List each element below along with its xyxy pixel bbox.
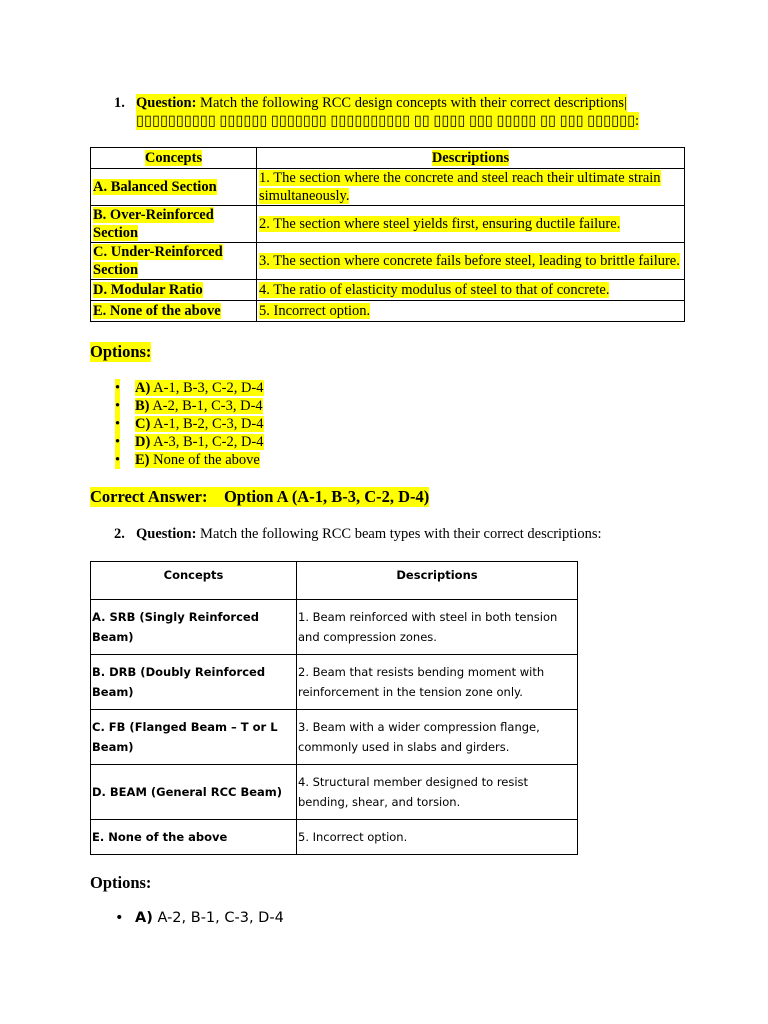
concept-cell: D. Modular Ratio <box>91 280 257 301</box>
concept-cell: A. SRB (Singly Reinforced Beam) <box>91 600 297 655</box>
table-row <box>91 710 578 765</box>
correct-answer-value: Option A (A-1, B-3, C-2, D-4) <box>223 487 430 506</box>
concepts-table-1 <box>90 147 685 322</box>
question-2-text-line <box>136 525 602 543</box>
question-2-number: 2. <box>114 526 125 542</box>
table-row <box>91 280 685 301</box>
concept-cell: E. None of the above <box>91 820 297 855</box>
list-item: • A) A-1, B-3, C-2, D-4 <box>115 380 264 396</box>
question-1-text: Match the following RCC design concepts with their correct descriptions| <box>196 95 627 111</box>
bullet-icon: • <box>115 452 121 468</box>
bullet-icon: • <box>115 910 124 926</box>
description-cell: 4. Structural member designed to resist bending, shear, and torsion. <box>297 765 578 820</box>
concept-cell: D. BEAM (General RCC Beam) <box>91 765 297 820</box>
table-header-descriptions: Descriptions <box>297 562 578 600</box>
question-1-text-line1 <box>136 94 627 112</box>
options-list-2 <box>113 909 284 927</box>
table-header-concepts: Concepts <box>91 148 257 169</box>
concept-cell: E. None of the above <box>91 301 257 322</box>
table-row <box>91 600 578 655</box>
bullet-icon: • <box>115 380 121 396</box>
table-row <box>91 765 578 820</box>
description-cell: 5. Incorrect option. <box>297 820 578 855</box>
correct-answer-label: Correct Answer: <box>90 487 208 506</box>
list-item: • C) A-1, B-2, C-3, D-4 <box>115 416 264 432</box>
options-heading-1: Options: <box>90 342 152 361</box>
description-cell: 1. Beam reinforced with steel in both tension and compression zones. <box>297 600 578 655</box>
list-item: • A) A-2, B-1, C-3, D-4 <box>115 910 284 926</box>
table-row <box>91 169 685 206</box>
question-2-label: Question: <box>136 526 197 542</box>
concept-cell: C. Under-Reinforced Section <box>91 243 257 280</box>
correct-answer <box>90 487 429 507</box>
table-row <box>91 820 578 855</box>
concept-cell: B. DRB (Doubly Reinforced Beam) <box>91 655 297 710</box>
concept-cell: B. Over-Reinforced Section <box>91 206 257 243</box>
options-list-1 <box>113 379 264 469</box>
concept-cell: C. FB (Flanged Beam – T or L Beam) <box>91 710 297 765</box>
description-cell: 1. The section where the concrete and steel reach their ultimate strain simultaneously. <box>257 169 685 206</box>
table-row <box>91 655 578 710</box>
description-cell: 3. The section where concrete fails before steel, leading to brittle failure. <box>257 243 685 280</box>
concept-cell: A. Balanced Section <box>91 169 257 206</box>
table-header-descriptions: Descriptions <box>257 148 685 169</box>
table-header-concepts: Concepts <box>91 562 297 600</box>
question-1-label: Question: <box>136 95 197 111</box>
question-1-text-line2: ▯▯▯▯▯▯▯▯▯▯ ▯▯▯▯▯▯ ▯▯▯▯▯▯▯ ▯▯▯▯▯▯▯▯▯▯ ▯▯ ▯▯▯▯ ▯▯▯ ▯▯▯▯▯ ▯▯ ▯▯▯ ▯▯▯▯▯▯: <box>136 113 640 129</box>
bullet-icon: • <box>115 398 121 414</box>
question-1-number: 1. <box>114 95 125 111</box>
question-2-text: Match the following RCC beam types with their correct descriptions: <box>196 526 602 542</box>
bullet-icon: • <box>115 416 121 432</box>
description-cell: 2. Beam that resists bending moment with reinforcement in the tension zone only. <box>297 655 578 710</box>
list-item: • D) A-3, B-1, C-2, D-4 <box>115 434 264 450</box>
description-cell: 2. The section where steel yields first, ensuring ductile failure. <box>257 206 685 243</box>
table-row <box>91 243 685 280</box>
concepts-table-2 <box>90 561 578 855</box>
options-heading-2: Options: <box>90 873 152 892</box>
table-row <box>91 301 685 322</box>
list-item: • E) None of the above <box>115 452 260 468</box>
bullet-icon: • <box>115 434 121 450</box>
list-item: • B) A-2, B-1, C-3, D-4 <box>115 398 263 414</box>
description-cell: 3. Beam with a wider compression flange, commonly used in slabs and girders. <box>297 710 578 765</box>
table-row <box>91 206 685 243</box>
description-cell: 4. The ratio of elasticity modulus of steel to that of concrete. <box>257 280 685 301</box>
description-cell: 5. Incorrect option. <box>257 301 685 322</box>
